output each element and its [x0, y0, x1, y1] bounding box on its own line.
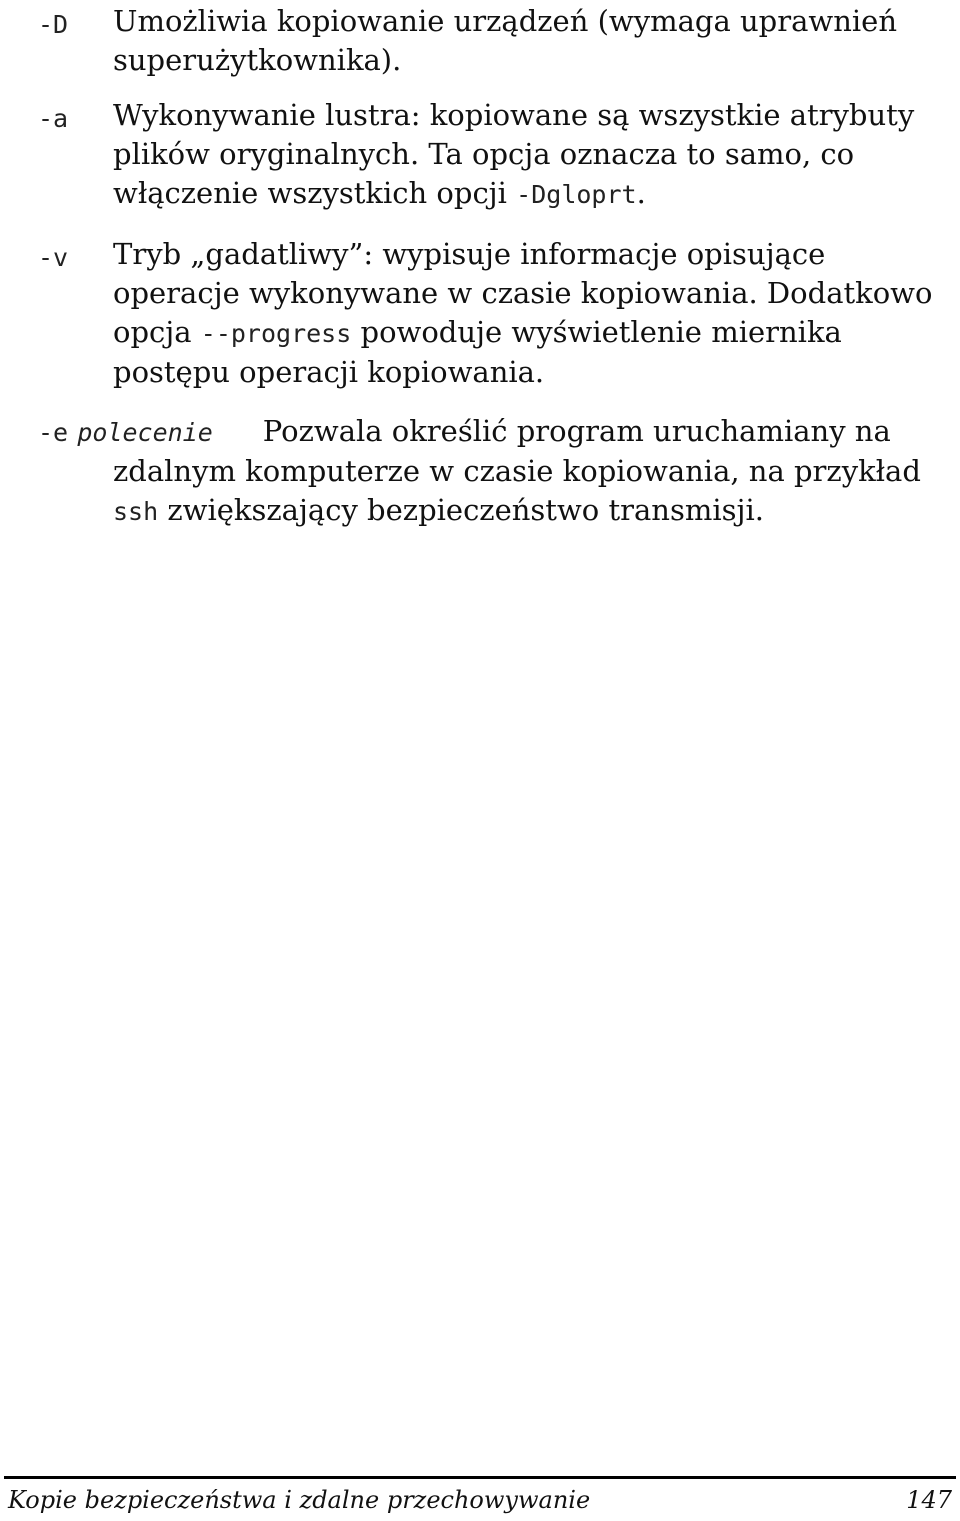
code-inline: --progress — [200, 319, 352, 348]
footer-page-number: 147 — [906, 1486, 952, 1514]
description-text-end: powoduje wyświetlenie miernika postępu operacji kopiowania. — [113, 315, 842, 389]
description-text: Tryb „gadatliwy”: wypisuje informacje opisujące operacje wykonywane w czasie kopiowania. Dodatkowo opcja — [113, 237, 933, 349]
description-text: Wykonywanie lustra: kopiowane są wszystkie atrybuty plików oryginalnych. Ta opcja oznacza to samo, co włączenie wszystkich opcji — [113, 98, 915, 210]
footer-chapter-title: Kopie bezpieczeństwa i zdalne przechowywanie — [8, 1486, 591, 1514]
description-text: Umożliwia kopiowanie urządzeń (wymaga uprawnień superużytkownika). — [113, 4, 898, 77]
footer-rule — [4, 1476, 956, 1479]
description-text-end: zwiększający bezpieczeństwo transmisji. — [158, 493, 764, 527]
option-description — [38, 412, 945, 531]
option-flag: -D — [38, 10, 69, 39]
option-flag: -e — [38, 418, 69, 447]
option-argument: polecenie — [77, 418, 213, 447]
option-description — [113, 96, 945, 214]
option-flag: -v — [38, 243, 69, 272]
code-inline: ssh — [113, 497, 159, 526]
description-text: Pozwala określić program uruchamiany na zdalnym komputerze w czasie kopiowania, na przykład — [113, 414, 921, 488]
option-flag: -a — [38, 104, 69, 133]
option-description — [113, 2, 945, 80]
option-description — [113, 235, 945, 392]
code-inline: -Dgloprt — [516, 180, 637, 209]
description-text-end: . — [636, 176, 646, 210]
